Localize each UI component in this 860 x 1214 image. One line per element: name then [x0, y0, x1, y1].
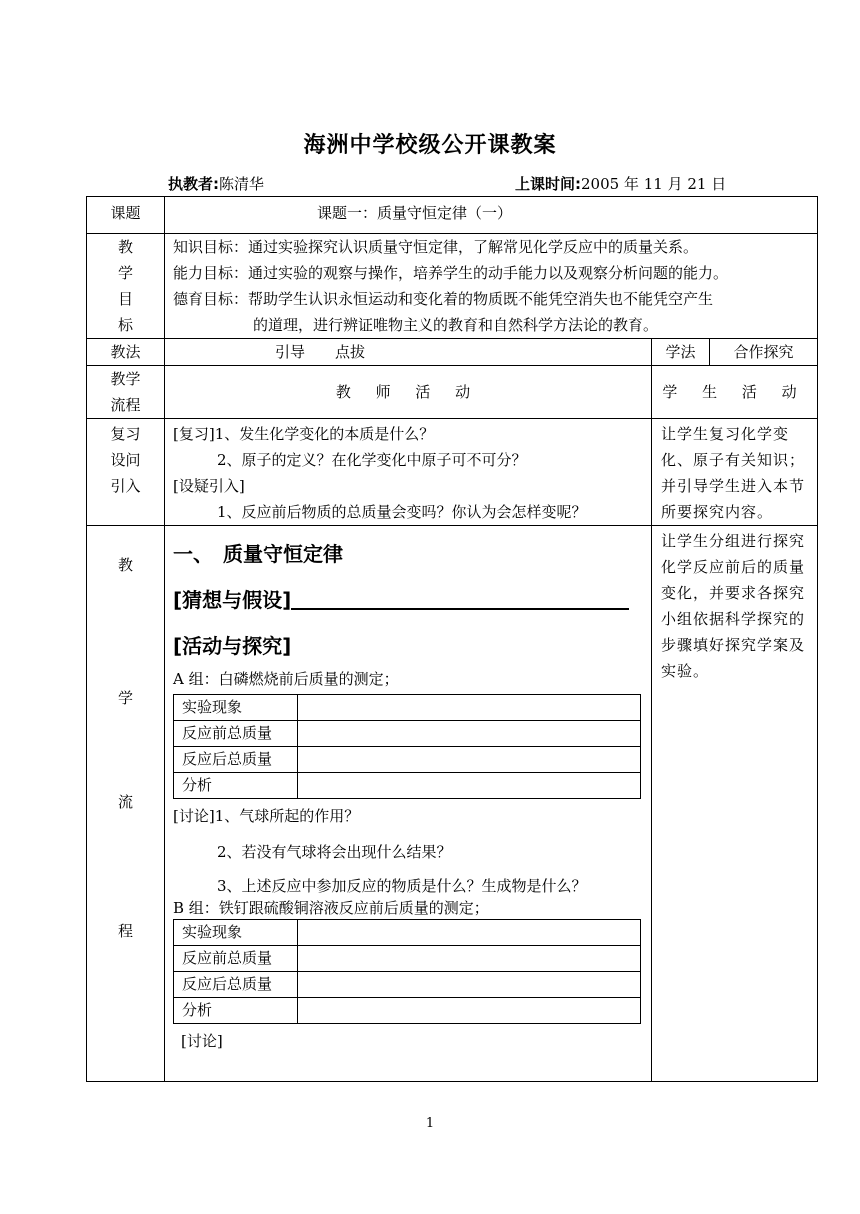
method-label: 教法 — [87, 339, 165, 366]
goal-moral: 德育目标：帮助学生认识永恒运动和变化着的物质既不能凭空消失也不能凭空产生 — [173, 290, 714, 308]
process-label: 教 学 流 程 — [87, 526, 165, 1082]
flow-label: 教学 流程 — [87, 366, 165, 419]
time-label: 上课时间: — [515, 175, 581, 193]
flow-header-row — [87, 366, 818, 419]
result-cell[interactable] — [298, 972, 641, 998]
group-b-table — [173, 919, 641, 1024]
goal-ability: 能力目标：通过实验的观察与操作，培养学生的动手能力以及观察分析问题的能力。 — [173, 264, 729, 282]
table-row: 反应前总质量 — [174, 721, 641, 747]
guess-blank — [291, 607, 629, 610]
teacher-line — [168, 173, 264, 194]
discuss-b: [讨论] — [181, 1032, 223, 1050]
study-label: 学法 — [652, 339, 710, 366]
time-value: 2005 年 11 月 21 日 — [581, 175, 727, 193]
result-cell[interactable] — [298, 695, 641, 721]
result-cell[interactable] — [298, 920, 641, 946]
goals-label: 教 学 目 标 — [87, 234, 165, 339]
teacher-name: 陈清华 — [219, 175, 265, 193]
time-line — [515, 173, 726, 194]
discuss-3: 3、上述反应中参加反应的物质是什么？生成物是什么？ — [217, 877, 587, 895]
review-content: [复习]1、发生化学变化的本质是什么？ 2、原子的定义？在化学变化中原子可不可分？ [设疑引入] 1、反应前后物质的总质量会变吗？你认为会怎样变呢？ — [165, 419, 652, 526]
result-cell[interactable] — [298, 998, 641, 1024]
result-cell[interactable] — [298, 946, 641, 972]
table-row: 实验现象 — [174, 920, 641, 946]
group-a-title: A 组：白磷燃烧前后质量的测定； — [173, 670, 399, 688]
group-b-title: B 组：铁钉跟硫酸铜溶液反应前后质量的测定； — [173, 899, 489, 917]
goals-row — [87, 234, 818, 339]
teacher-label: 执教者: — [168, 175, 219, 193]
goals-content — [165, 234, 818, 339]
table-row: 分析 — [174, 773, 641, 799]
lesson-table — [86, 196, 818, 1082]
discuss-2: 2、若没有气球将会出现什么结果？ — [217, 843, 452, 861]
section-heading: 一、 质量守恒定律 — [173, 542, 343, 566]
review-label: 复习 设问 引入 — [87, 419, 165, 526]
page-number: 1 — [425, 1116, 435, 1131]
process-content — [165, 526, 652, 1082]
table-row: 反应后总质量 — [174, 972, 641, 998]
process-row — [87, 526, 818, 1082]
goal-knowledge: 知识目标：通过实验探究认识质量守恒定律，了解常见化学反应中的质量关系。 — [173, 238, 699, 256]
topic-row — [87, 197, 818, 234]
activity-heading: [活动与探究] — [173, 634, 292, 658]
table-row: 反应前总质量 — [174, 946, 641, 972]
review-student: 让学生复习化学变化、原子有关知识；并引导学生进入本节所要探究内容。 — [652, 419, 818, 526]
method-row — [87, 339, 818, 366]
table-row: 实验现象 — [174, 695, 641, 721]
study-value: 合作探究 — [710, 339, 818, 366]
student-activity-heading: 学 生 活 动 — [652, 366, 818, 419]
guess-line: [猜想与假设] — [173, 584, 651, 616]
document-title: 海洲中学校级公开课教案 — [303, 133, 557, 158]
group-a-table — [173, 694, 641, 799]
result-cell[interactable] — [298, 747, 641, 773]
teacher-activity-heading: 教 师 活 动 — [165, 366, 652, 419]
discuss-1: [讨论]1、气球所起的作用？ — [173, 807, 360, 825]
process-student: 让学生分组进行探究化学反应前后的质量变化，并要求各探究小组依据科学探究的步骤填好探究学案及实验。 — [652, 526, 818, 1082]
topic-value: 课题一：质量守恒定律（一） — [165, 197, 818, 234]
result-cell[interactable] — [298, 773, 641, 799]
table-row: 反应后总质量 — [174, 747, 641, 773]
method-value: 引导 点拔 — [165, 339, 652, 366]
table-row: 分析 — [174, 998, 641, 1024]
review-row — [87, 419, 818, 526]
goal-moral-cont: 的道理，进行辨证唯物主义的教育和自然科学方法论的教育。 — [253, 316, 659, 334]
result-cell[interactable] — [298, 721, 641, 747]
topic-label: 课题 — [87, 197, 165, 234]
